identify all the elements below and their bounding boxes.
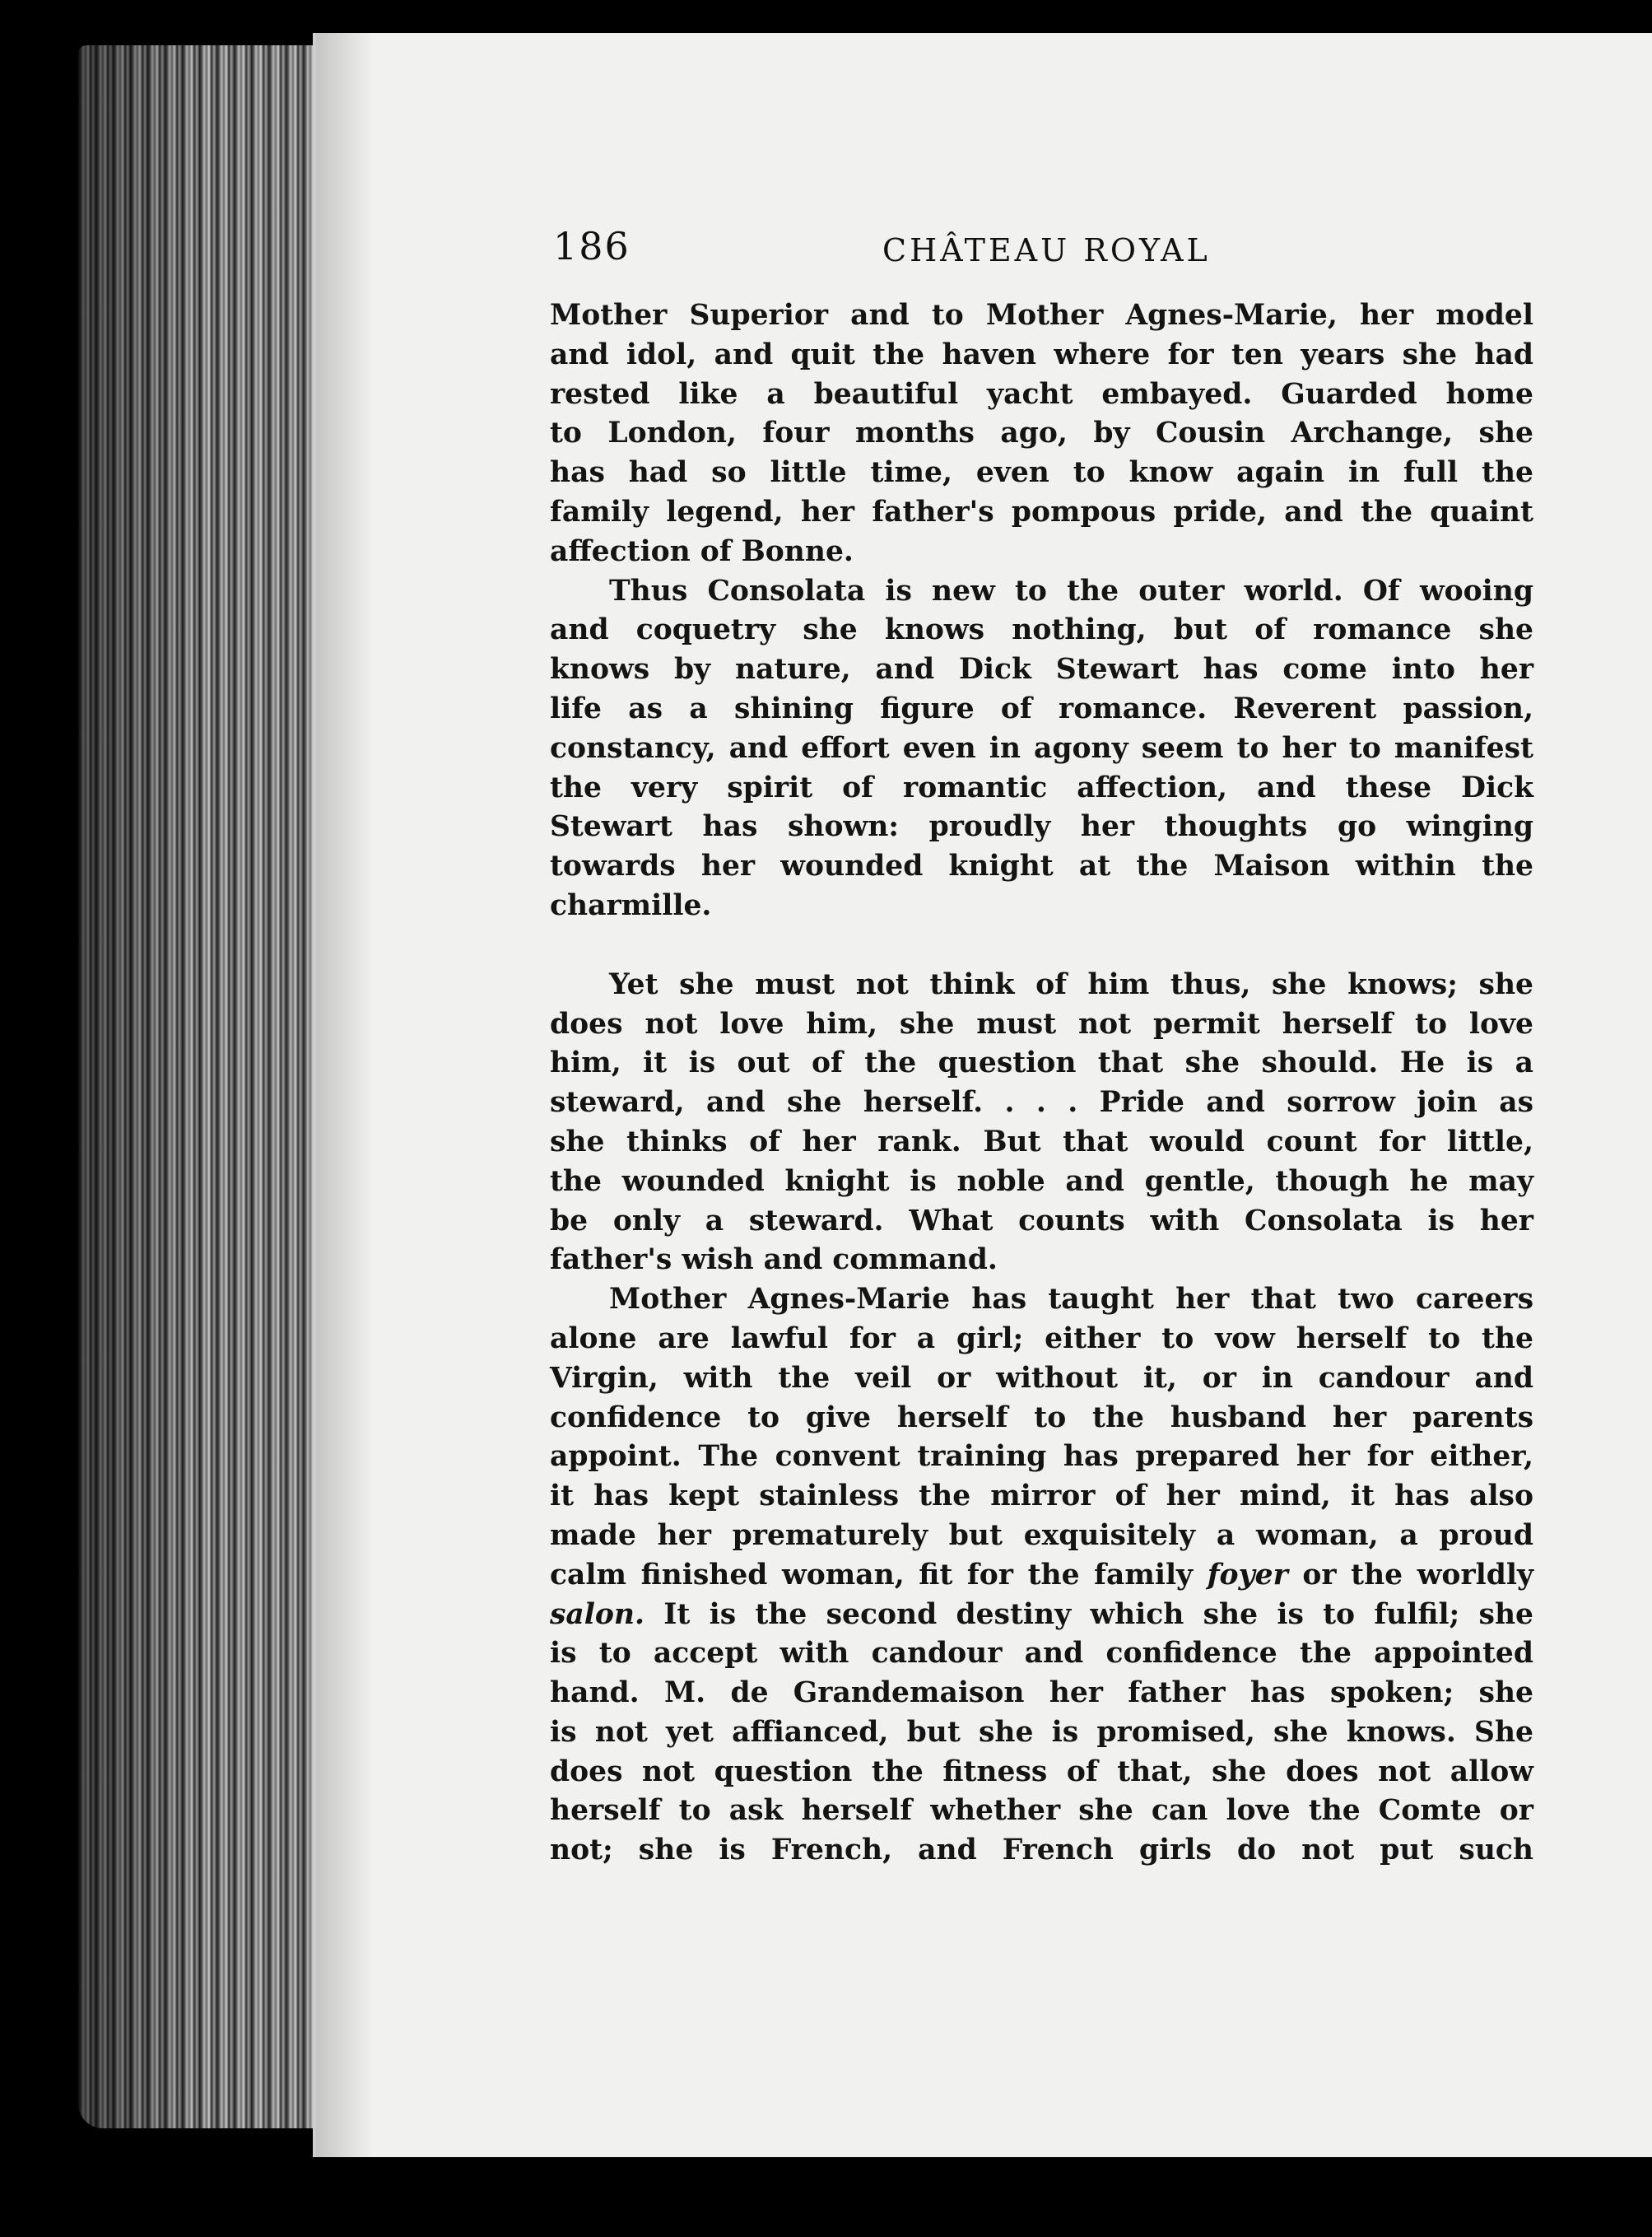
text-line: is not yet affianced, but she is promised, she knows. She	[550, 1715, 1533, 1749]
text-line: hand. M. de Grandemaison her father has spoken; she	[550, 1676, 1533, 1710]
text-line: affection of Bonne.	[550, 534, 854, 568]
text-line: confidence to give herself to the husband her parents	[550, 1400, 1533, 1434]
text-line: steward, and she herself. . . . Pride and sorrow join as	[550, 1086, 1533, 1120]
running-title: CHÂTEAU ROYAL	[882, 232, 1211, 268]
text-line: family legend, her father's pompous pride, and the quaint	[550, 495, 1533, 529]
text-line: has had so little time, even to know again in full the	[550, 456, 1533, 490]
text-line: father's wish and command.	[550, 1243, 998, 1277]
line-segment: or the worldly	[1302, 1558, 1533, 1592]
text-line-foyer	[550, 1556, 1533, 1596]
text-line: rested like a beautiful yacht embayed. Guarded home	[550, 377, 1533, 411]
text-line: Yet she must not think of him thus, she knows; she	[609, 967, 1533, 1001]
text-line: Stewart has shown: proudly her thoughts go winging	[550, 810, 1533, 844]
text-line: towards her wounded knight at the Maison within the	[550, 850, 1533, 883]
text-line: does not question the fitness of that, she does not allow	[550, 1755, 1533, 1788]
text-line: charmille.	[550, 888, 712, 922]
body-text	[550, 296, 1533, 1871]
text-line: life as a shining figure of romance. Reverent passion,	[550, 692, 1533, 725]
line-segment: calm finished woman, fit for the family	[550, 1558, 1194, 1592]
paragraph-2	[550, 572, 1533, 926]
text-line: to London, four months ago, by Cousin Archange, she	[550, 417, 1533, 450]
text-line: Thus Consolata is new to the outer world. Of wooing	[609, 574, 1533, 608]
text-line-salon	[550, 1596, 1533, 1635]
text-line: not; she is French, and French girls do not put such	[550, 1834, 1533, 1867]
page-number: 186	[553, 224, 631, 268]
text-line: him, it is out of the question that she should. He is a	[550, 1046, 1533, 1080]
text-line: it has kept stainless the mirror of her mind, it has also	[550, 1480, 1533, 1513]
paragraph-4	[550, 1280, 1533, 1871]
paragraph-1	[550, 296, 1533, 572]
page-header	[553, 224, 1228, 282]
text-line: the very spirit of romantic affection, and these Dick	[550, 771, 1533, 804]
text-line: does not love him, she must not permit herself to love	[550, 1007, 1533, 1041]
line-segment: It is the second destiny which she is to fulfil; she	[663, 1597, 1533, 1631]
text-line: Virgin, with the veil or without it, or in candour and	[550, 1361, 1533, 1395]
text-line: made her prematurely but exquisitely a woman, a proud	[550, 1518, 1533, 1552]
italic-word-salon: salon.	[550, 1597, 645, 1631]
text-line: constancy, and effort even in agony seem to her to manifest	[550, 731, 1533, 765]
paragraph-3	[550, 966, 1533, 1280]
text-line: she thinks of her rank. But that would count for little,	[550, 1125, 1533, 1158]
text-line: is to accept with candour and confidence the appointed	[550, 1637, 1533, 1671]
italic-word-foyer: foyer	[1207, 1558, 1288, 1592]
text-line: and idol, and quit the haven where for ten years she had	[550, 338, 1533, 371]
text-line: and coquetry she knows nothing, but of romance she	[550, 613, 1533, 647]
text-line: be only a steward. What counts with Consolata is her	[550, 1204, 1533, 1237]
text-line: knows by nature, and Dick Stewart has come into her	[550, 653, 1533, 687]
text-line: alone are lawful for a girl; either to vow herself to the	[550, 1321, 1533, 1355]
section-break	[550, 926, 1533, 966]
text-line: the wounded knight is noble and gentle, though he may	[550, 1164, 1533, 1198]
text-line: Mother Superior and to Mother Agnes-Marie, her model	[550, 299, 1533, 332]
bottom-margin-shadow	[313, 2157, 1652, 2237]
page-edges	[78, 45, 350, 2128]
text-line: appoint. The convent training has prepared her for either,	[550, 1440, 1533, 1474]
text-line: Mother Agnes-Marie has taught her that two careers	[609, 1283, 1533, 1317]
text-line: herself to ask herself whether she can love the Comte or	[550, 1794, 1533, 1828]
